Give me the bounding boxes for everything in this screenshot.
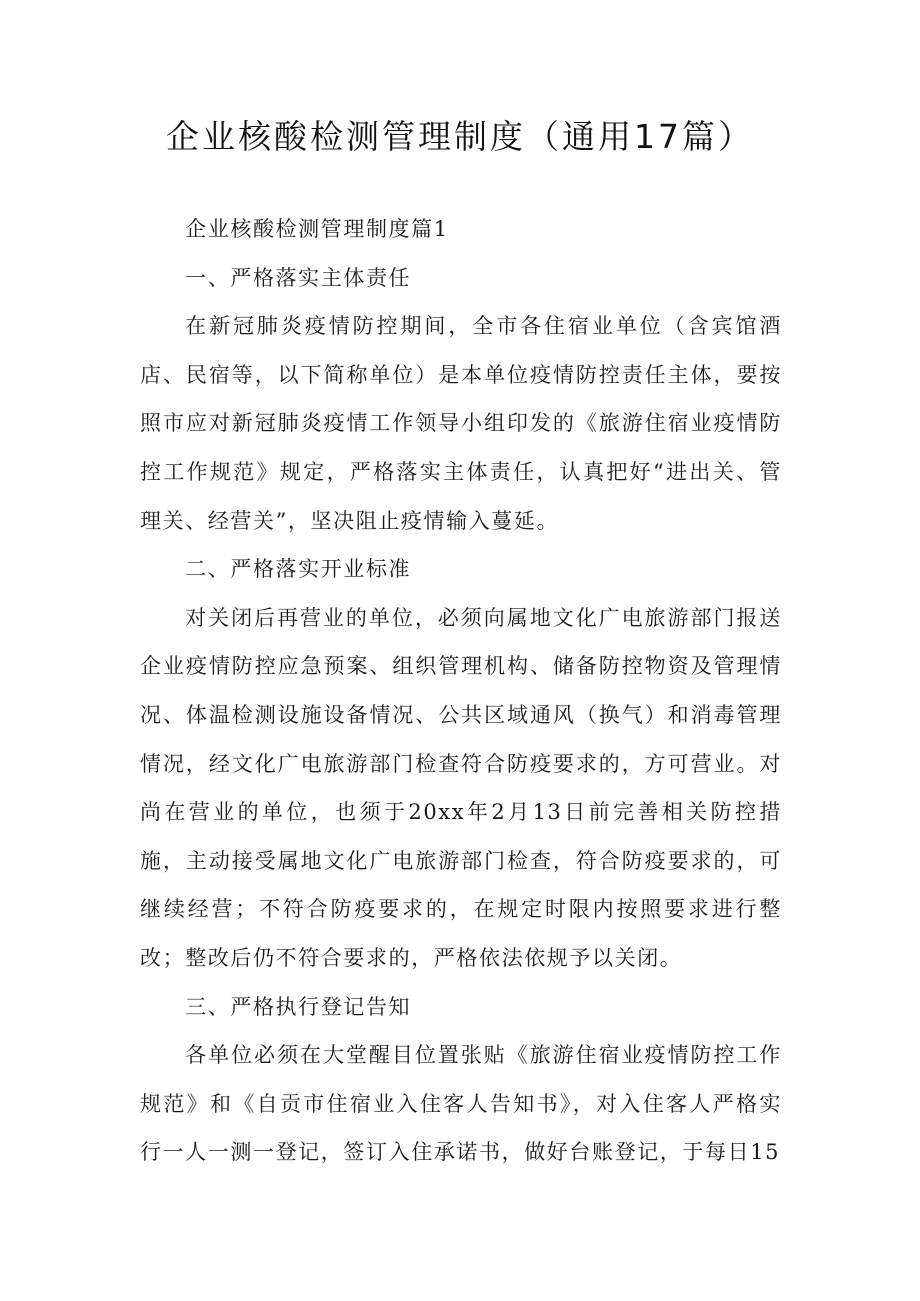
- body-paragraph: 对关闭后再营业的单位，必须向属地文化广电旅游部门报送企业疫情防控应急预案、组织管理机构、储备防控物资及管理情况、体温检测设施设备情况、公共区域通风（换气）和消毒管理情况，经文化广电旅游部门检查符合防疫要求的，方可营业。对尚在营业的单位，也须于20xx年2月13日前完善相关防控措施，主动接受属地文化广电旅游部门检查，符合防疫要求的，可继续经营；不符合防疫要求的，在规定时限内按照要求进行整改；整改后仍不符合要求的，严格依法依规予以关闭。: [140, 605, 782, 970]
- subsection-heading: 二、严格落实开业标准: [185, 557, 412, 582]
- section-heading: 企业核酸检测管理制度篇1: [185, 217, 449, 241]
- document-body: [140, 205, 782, 1177]
- body-paragraph: 在新冠肺炎疫情防控期间，全市各住宿业单位（含宾馆酒店、民宿等，以下简称单位）是本单位疫情防控责任主体，要按照市应对新冠肺炎疫情工作领导小组印发的《旅游住宿业疫情防控工作规范》规定，严格落实主体责任，认真把好“进出关、管理关、经营关”，坚决阻止疫情输入蔓延。: [140, 314, 782, 533]
- document-title: 企业核酸检测管理制度（通用17篇）: [166, 117, 754, 156]
- subsection-heading: 一、严格落实主体责任: [185, 265, 412, 290]
- body-paragraph: 各单位必须在大堂醒目位置张贴《旅游住宿业疫情防控工作规范》和《自贡市住宿业入住客人告知书》，对入住客人严格实行一人一测一登记，签订入住承诺书，做好台账登记，于每日15: [140, 1043, 782, 1165]
- subsection-heading: 三、严格执行登记告知: [185, 994, 412, 1019]
